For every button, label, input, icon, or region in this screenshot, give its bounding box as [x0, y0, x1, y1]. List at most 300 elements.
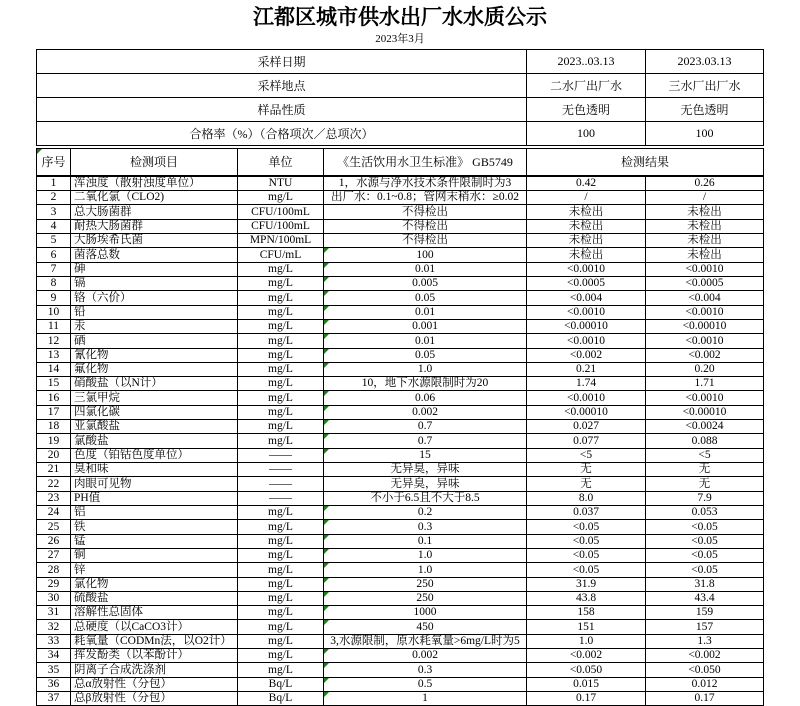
standard-limit — [324, 420, 527, 434]
result-plant2: <0.05 — [527, 548, 646, 562]
result-plant2: <0.002 — [527, 649, 646, 663]
result-plant3: <0.004 — [646, 291, 764, 305]
item-name: PH值 — [71, 491, 238, 505]
result-plant2: 无 — [527, 477, 646, 491]
row-index: 32 — [37, 620, 71, 634]
row-index: 22 — [37, 477, 71, 491]
result-plant2: <0.00010 — [527, 319, 646, 333]
item-unit: mg/L — [238, 319, 324, 333]
item-name: 总硬度（以CaCO3计） — [71, 620, 238, 634]
result-plant2: 0.037 — [527, 505, 646, 519]
info-value-plant2: 2023..03.13 — [527, 50, 646, 74]
table-row — [37, 606, 764, 620]
standard-limit — [324, 463, 527, 477]
item-unit: mg/L — [238, 663, 324, 677]
item-unit: mg/L — [238, 505, 324, 519]
water-quality-notice-page — [0, 4, 800, 706]
result-plant2: 未检出 — [527, 234, 646, 248]
standard-limit-text: 1.0 — [417, 549, 433, 562]
item-name: 挥发酚类（以苯酚计） — [71, 649, 238, 663]
standard-limit-text: 0.01 — [414, 262, 436, 275]
standard-limit — [324, 405, 527, 419]
item-name: 色度（铂钴色度单位） — [71, 448, 238, 462]
result-plant3: 7.9 — [646, 491, 764, 505]
result-plant3: <0.0010 — [646, 334, 764, 348]
standard-limit — [324, 663, 527, 677]
cell-flag-icon — [324, 449, 329, 454]
result-plant2: 0.21 — [527, 362, 646, 376]
result-plant2: 43.8 — [527, 591, 646, 605]
item-name: 肉眼可见物 — [71, 477, 238, 491]
result-plant2: <0.0010 — [527, 334, 646, 348]
table-row — [37, 362, 764, 376]
test-results-body — [37, 176, 764, 706]
cell-flag-icon — [324, 620, 329, 625]
result-plant3: <0.00010 — [646, 405, 764, 419]
standard-limit-text: 100 — [416, 248, 434, 261]
cell-flag-icon — [324, 349, 329, 354]
row-index: 11 — [37, 319, 71, 333]
table-row — [37, 348, 764, 362]
result-plant3: <0.0005 — [646, 276, 764, 290]
result-plant2: 8.0 — [527, 491, 646, 505]
standard-limit — [324, 219, 527, 233]
result-plant3: 31.8 — [646, 577, 764, 591]
standard-limit — [324, 391, 527, 405]
cell-flag-icon — [324, 592, 329, 597]
standard-limit-text: 0.7 — [417, 420, 433, 433]
item-unit: mg/L — [238, 262, 324, 276]
cell-flag-icon — [324, 406, 329, 411]
standard-limit — [324, 491, 527, 505]
table-row — [37, 563, 764, 577]
row-index: 5 — [37, 234, 71, 248]
item-unit: mg/L — [238, 348, 324, 362]
cell-flag-icon — [324, 320, 329, 325]
standard-limit-text: 出厂水：0.1~0.8；管网末稍水：≥0.02 — [331, 191, 519, 204]
row-index: 21 — [37, 463, 71, 477]
standard-limit — [324, 692, 527, 706]
sampling-info-body — [37, 50, 764, 146]
standard-limit-text: 450 — [416, 620, 434, 633]
item-unit: —— — [238, 491, 324, 505]
item-name: 耐热大肠菌群 — [71, 219, 238, 233]
page-title: 江都区城市供水出厂水水质公示 — [253, 6, 547, 29]
item-name: 氯化物 — [71, 577, 238, 591]
item-unit: mg/L — [238, 649, 324, 663]
result-plant2: 0.17 — [527, 692, 646, 706]
item-name: 亚氯酸盐 — [71, 420, 238, 434]
item-name: 铬（六价） — [71, 291, 238, 305]
item-unit: NTU — [238, 176, 324, 191]
info-value-plant3: 三水厂出厂水 — [646, 73, 764, 97]
table-row — [37, 663, 764, 677]
table-row — [37, 649, 764, 663]
item-name: 浑浊度（散射浊度单位） — [71, 176, 238, 191]
row-index: 16 — [37, 391, 71, 405]
standard-limit-text: 3,水源限制，原水耗氧量>6mg/L时为5 — [330, 635, 520, 648]
standard-limit — [324, 205, 527, 219]
standard-limit — [324, 362, 527, 376]
item-unit: Bq/L — [238, 677, 324, 691]
row-index: 7 — [37, 262, 71, 276]
result-plant3: <0.05 — [646, 548, 764, 562]
item-name: 氟化物 — [71, 362, 238, 376]
table-row — [37, 420, 764, 434]
item-unit: CFU/100mL — [238, 205, 324, 219]
standard-limit-text: 0.1 — [417, 534, 433, 547]
item-name: 总大肠菌群 — [71, 205, 238, 219]
row-index: 2 — [37, 191, 71, 205]
info-row — [37, 121, 764, 145]
row-index: 15 — [37, 377, 71, 391]
table-row — [37, 391, 764, 405]
result-plant3: <0.0010 — [646, 262, 764, 276]
item-name: 三氯甲烷 — [71, 391, 238, 405]
result-plant3: 未检出 — [646, 205, 764, 219]
item-name: 汞 — [71, 319, 238, 333]
table-row — [37, 405, 764, 419]
result-plant3: / — [646, 191, 764, 205]
standard-limit-text: 1000 — [413, 606, 437, 619]
info-row — [37, 50, 764, 74]
cell-flag-icon — [324, 649, 329, 654]
result-plant2: <0.00010 — [527, 405, 646, 419]
row-index: 36 — [37, 677, 71, 691]
result-plant3: 无 — [646, 477, 764, 491]
item-unit: mg/L — [238, 577, 324, 591]
item-unit: mg/L — [238, 305, 324, 319]
row-index: 35 — [37, 663, 71, 677]
item-name: 铅 — [71, 305, 238, 319]
item-name: 锰 — [71, 534, 238, 548]
item-name: 氰化物 — [71, 348, 238, 362]
standard-limit-text: 0.5 — [417, 678, 433, 690]
item-unit: —— — [238, 477, 324, 491]
result-plant2: 1.0 — [527, 634, 646, 648]
item-name: 锌 — [71, 563, 238, 577]
standard-limit-text: 15 — [419, 449, 431, 461]
cell-flag-icon — [324, 291, 329, 296]
result-plant2: 0.077 — [527, 434, 646, 448]
standard-limit — [324, 334, 527, 348]
standard-limit — [324, 234, 527, 248]
result-plant3: <0.0010 — [646, 305, 764, 319]
standard-limit — [324, 649, 527, 663]
column-header-unit: 单位 — [238, 148, 324, 176]
info-row — [37, 97, 764, 121]
cell-flag-icon — [324, 263, 329, 268]
sampling-info-table — [36, 49, 764, 146]
cell-flag-icon — [324, 549, 329, 554]
standard-limit — [324, 377, 527, 391]
result-plant2: <0.0010 — [527, 305, 646, 319]
item-unit: mg/L — [238, 591, 324, 605]
standard-limit-text: 0.2 — [417, 506, 433, 519]
result-plant3: 1.3 — [646, 634, 764, 648]
table-row — [37, 620, 764, 634]
standard-limit — [324, 348, 527, 362]
result-plant3: 0.053 — [646, 505, 764, 519]
result-plant2: 31.9 — [527, 577, 646, 591]
result-plant3: <0.0010 — [646, 391, 764, 405]
standard-limit-text: 1.0 — [417, 563, 433, 576]
cell-flag-icon — [37, 149, 42, 154]
cell-flag-icon — [324, 606, 329, 611]
standard-limit-text: 250 — [416, 592, 434, 605]
result-plant3: 未检出 — [646, 248, 764, 262]
standard-limit-text: 0.05 — [414, 348, 436, 361]
item-name: 溶解性总固体 — [71, 606, 238, 620]
info-value-plant3: 100 — [646, 121, 764, 145]
standard-limit — [324, 191, 527, 205]
result-plant2: <0.0005 — [527, 276, 646, 290]
result-plant3: 未检出 — [646, 234, 764, 248]
result-plant2: <0.0010 — [527, 262, 646, 276]
standard-limit-text: 0.01 — [414, 305, 436, 318]
table-row — [37, 534, 764, 548]
item-unit: —— — [238, 463, 324, 477]
standard-limit — [324, 620, 527, 634]
standard-limit — [324, 520, 527, 534]
result-plant3: 157 — [646, 620, 764, 634]
cell-flag-icon — [324, 363, 329, 368]
header-row — [37, 148, 764, 176]
column-header-result: 检测结果 — [527, 148, 764, 176]
row-index: 19 — [37, 434, 71, 448]
standard-limit-text: 0.01 — [414, 334, 436, 347]
item-unit: mg/L — [238, 634, 324, 648]
result-plant3: 0.012 — [646, 677, 764, 691]
item-name: 臭和味 — [71, 463, 238, 477]
standard-limit-text: 10，地下水源限制时为20 — [361, 377, 489, 390]
cell-flag-icon — [324, 563, 329, 568]
item-unit: mg/L — [238, 548, 324, 562]
standard-limit-text: 1，水源与净水技术条件限制时为3 — [338, 177, 512, 190]
table-row — [37, 234, 764, 248]
result-plant3: <5 — [646, 448, 764, 462]
page-subtitle: 2023年3月 — [375, 33, 425, 45]
item-unit: mg/L — [238, 291, 324, 305]
row-index: 27 — [37, 548, 71, 562]
result-plant3: 0.088 — [646, 434, 764, 448]
result-plant2: <0.05 — [527, 534, 646, 548]
row-index: 23 — [37, 491, 71, 505]
cell-flag-icon — [324, 506, 329, 511]
item-name: 砷 — [71, 262, 238, 276]
result-plant3: 无 — [646, 463, 764, 477]
info-row — [37, 73, 764, 97]
row-index: 13 — [37, 348, 71, 362]
standard-limit — [324, 176, 527, 191]
result-plant3: 1.71 — [646, 377, 764, 391]
row-index: 17 — [37, 405, 71, 419]
result-plant2: 无 — [527, 463, 646, 477]
standard-limit-text: 不小于6.5且不大于8.5 — [370, 491, 480, 504]
row-index: 25 — [37, 520, 71, 534]
result-plant3: 0.20 — [646, 362, 764, 376]
table-row — [37, 262, 764, 276]
row-index: 26 — [37, 534, 71, 548]
result-plant3: 未检出 — [646, 219, 764, 233]
result-plant2: / — [527, 191, 646, 205]
column-header-item: 检测项目 — [71, 148, 238, 176]
item-unit: mg/L — [238, 534, 324, 548]
result-plant2: <0.05 — [527, 563, 646, 577]
table-row — [37, 577, 764, 591]
result-plant3: 159 — [646, 606, 764, 620]
row-index: 18 — [37, 420, 71, 434]
table-row — [37, 319, 764, 333]
standard-limit — [324, 448, 527, 462]
item-name: 菌落总数 — [71, 248, 238, 262]
result-plant2: 未检出 — [527, 219, 646, 233]
item-name: 大肠埃希氏菌 — [71, 234, 238, 248]
result-plant3: <0.050 — [646, 663, 764, 677]
info-value-plant2: 无色透明 — [527, 97, 646, 121]
row-index: 10 — [37, 305, 71, 319]
row-index: 3 — [37, 205, 71, 219]
table-row — [37, 176, 764, 191]
item-unit: mg/L — [238, 334, 324, 348]
info-row-label: 采样日期 — [37, 50, 527, 74]
row-index: 6 — [37, 248, 71, 262]
result-plant2: <0.050 — [527, 663, 646, 677]
item-unit: mg/L — [238, 520, 324, 534]
item-name: 总α放射性（分包） — [71, 677, 238, 691]
result-plant3: <0.002 — [646, 348, 764, 362]
info-row-label: 合格率（%）（合格项次／总项次） — [37, 121, 527, 145]
standard-limit-text: 0.7 — [417, 434, 433, 447]
item-name: 四氯化碳 — [71, 405, 238, 419]
standard-limit-text: 0.002 — [412, 406, 438, 419]
item-unit: mg/L — [238, 563, 324, 577]
item-unit: mg/L — [238, 620, 324, 634]
column-header-index-label: 序号 — [41, 155, 66, 170]
standard-limit — [324, 591, 527, 605]
item-unit: mg/L — [238, 191, 324, 205]
table-row — [37, 219, 764, 233]
standard-limit-text: 不得检出 — [402, 234, 448, 247]
table-row — [37, 377, 764, 391]
column-header-index — [37, 148, 71, 176]
result-plant2: <0.002 — [527, 348, 646, 362]
item-unit: Bq/L — [238, 692, 324, 706]
result-plant3: 0.17 — [646, 692, 764, 706]
test-results-header — [37, 148, 764, 176]
item-unit: mg/L — [238, 420, 324, 434]
table-row — [37, 205, 764, 219]
info-row-label: 样品性质 — [37, 97, 527, 121]
standard-limit — [324, 577, 527, 591]
result-plant3: <0.00010 — [646, 319, 764, 333]
result-plant2: 未检出 — [527, 248, 646, 262]
item-name: 镉 — [71, 276, 238, 290]
table-row — [37, 334, 764, 348]
result-plant3: <0.05 — [646, 520, 764, 534]
row-index: 30 — [37, 591, 71, 605]
row-index: 9 — [37, 291, 71, 305]
item-name: 二氧化氯（CLO2) — [71, 191, 238, 205]
standard-limit-text: 0.3 — [417, 520, 433, 533]
item-unit: MPN/100mL — [238, 234, 324, 248]
info-value-plant2: 100 — [527, 121, 646, 145]
info-value-plant3: 无色透明 — [646, 97, 764, 121]
row-index: 28 — [37, 563, 71, 577]
item-name: 硫酸盐 — [71, 591, 238, 605]
result-plant2: 0.42 — [527, 176, 646, 191]
item-unit: CFU/100mL — [238, 219, 324, 233]
table-row — [37, 434, 764, 448]
result-plant2: 151 — [527, 620, 646, 634]
row-index: 29 — [37, 577, 71, 591]
row-index: 8 — [37, 276, 71, 290]
standard-limit — [324, 305, 527, 319]
item-name: 氯酸盐 — [71, 434, 238, 448]
result-plant3: <0.0024 — [646, 420, 764, 434]
standard-limit-text: 1 — [422, 692, 428, 705]
column-header-standard: 《生活饮用水卫生标准》 GB5749 — [324, 148, 527, 176]
item-unit: mg/L — [238, 276, 324, 290]
standard-limit-text: 0.3 — [417, 663, 433, 676]
item-name: 阴离子合成洗涤剂 — [71, 663, 238, 677]
cell-flag-icon — [324, 520, 329, 525]
standard-limit — [324, 434, 527, 448]
standard-limit-text: 0.001 — [412, 320, 438, 333]
cell-flag-icon — [324, 434, 329, 439]
cell-flag-icon — [324, 306, 329, 311]
cell-flag-icon — [324, 248, 329, 253]
row-index: 14 — [37, 362, 71, 376]
table-row — [37, 291, 764, 305]
item-name: 铝 — [71, 505, 238, 519]
item-name: 总β放射性（分包） — [71, 692, 238, 706]
standard-limit-text: 250 — [416, 577, 434, 590]
standard-limit — [324, 505, 527, 519]
table-row — [37, 191, 764, 205]
cell-flag-icon — [324, 578, 329, 583]
table-row — [37, 548, 764, 562]
result-plant3: 0.26 — [646, 176, 764, 191]
cell-flag-icon — [324, 692, 329, 697]
standard-limit — [324, 276, 527, 290]
table-row — [37, 591, 764, 605]
row-index: 1 — [37, 176, 71, 191]
result-plant2: 未检出 — [527, 205, 646, 219]
standard-limit — [324, 291, 527, 305]
table-row — [37, 520, 764, 534]
row-index: 20 — [37, 448, 71, 462]
result-plant2: <0.004 — [527, 291, 646, 305]
table-row — [37, 505, 764, 519]
standard-limit — [324, 477, 527, 491]
standard-limit-text: 0.005 — [412, 277, 438, 290]
item-name: 铁 — [71, 520, 238, 534]
item-unit: mg/L — [238, 405, 324, 419]
item-unit: mg/L — [238, 377, 324, 391]
row-index: 12 — [37, 334, 71, 348]
cell-flag-icon — [324, 391, 329, 396]
standard-limit — [324, 606, 527, 620]
table-row — [37, 448, 764, 462]
table-row — [37, 677, 764, 691]
standard-limit-text: 0.05 — [414, 291, 436, 304]
test-results-table — [36, 148, 764, 706]
result-plant2: <0.0010 — [527, 391, 646, 405]
row-index: 33 — [37, 634, 71, 648]
table-row — [37, 305, 764, 319]
info-value-plant3: 2023.03.13 — [646, 50, 764, 74]
